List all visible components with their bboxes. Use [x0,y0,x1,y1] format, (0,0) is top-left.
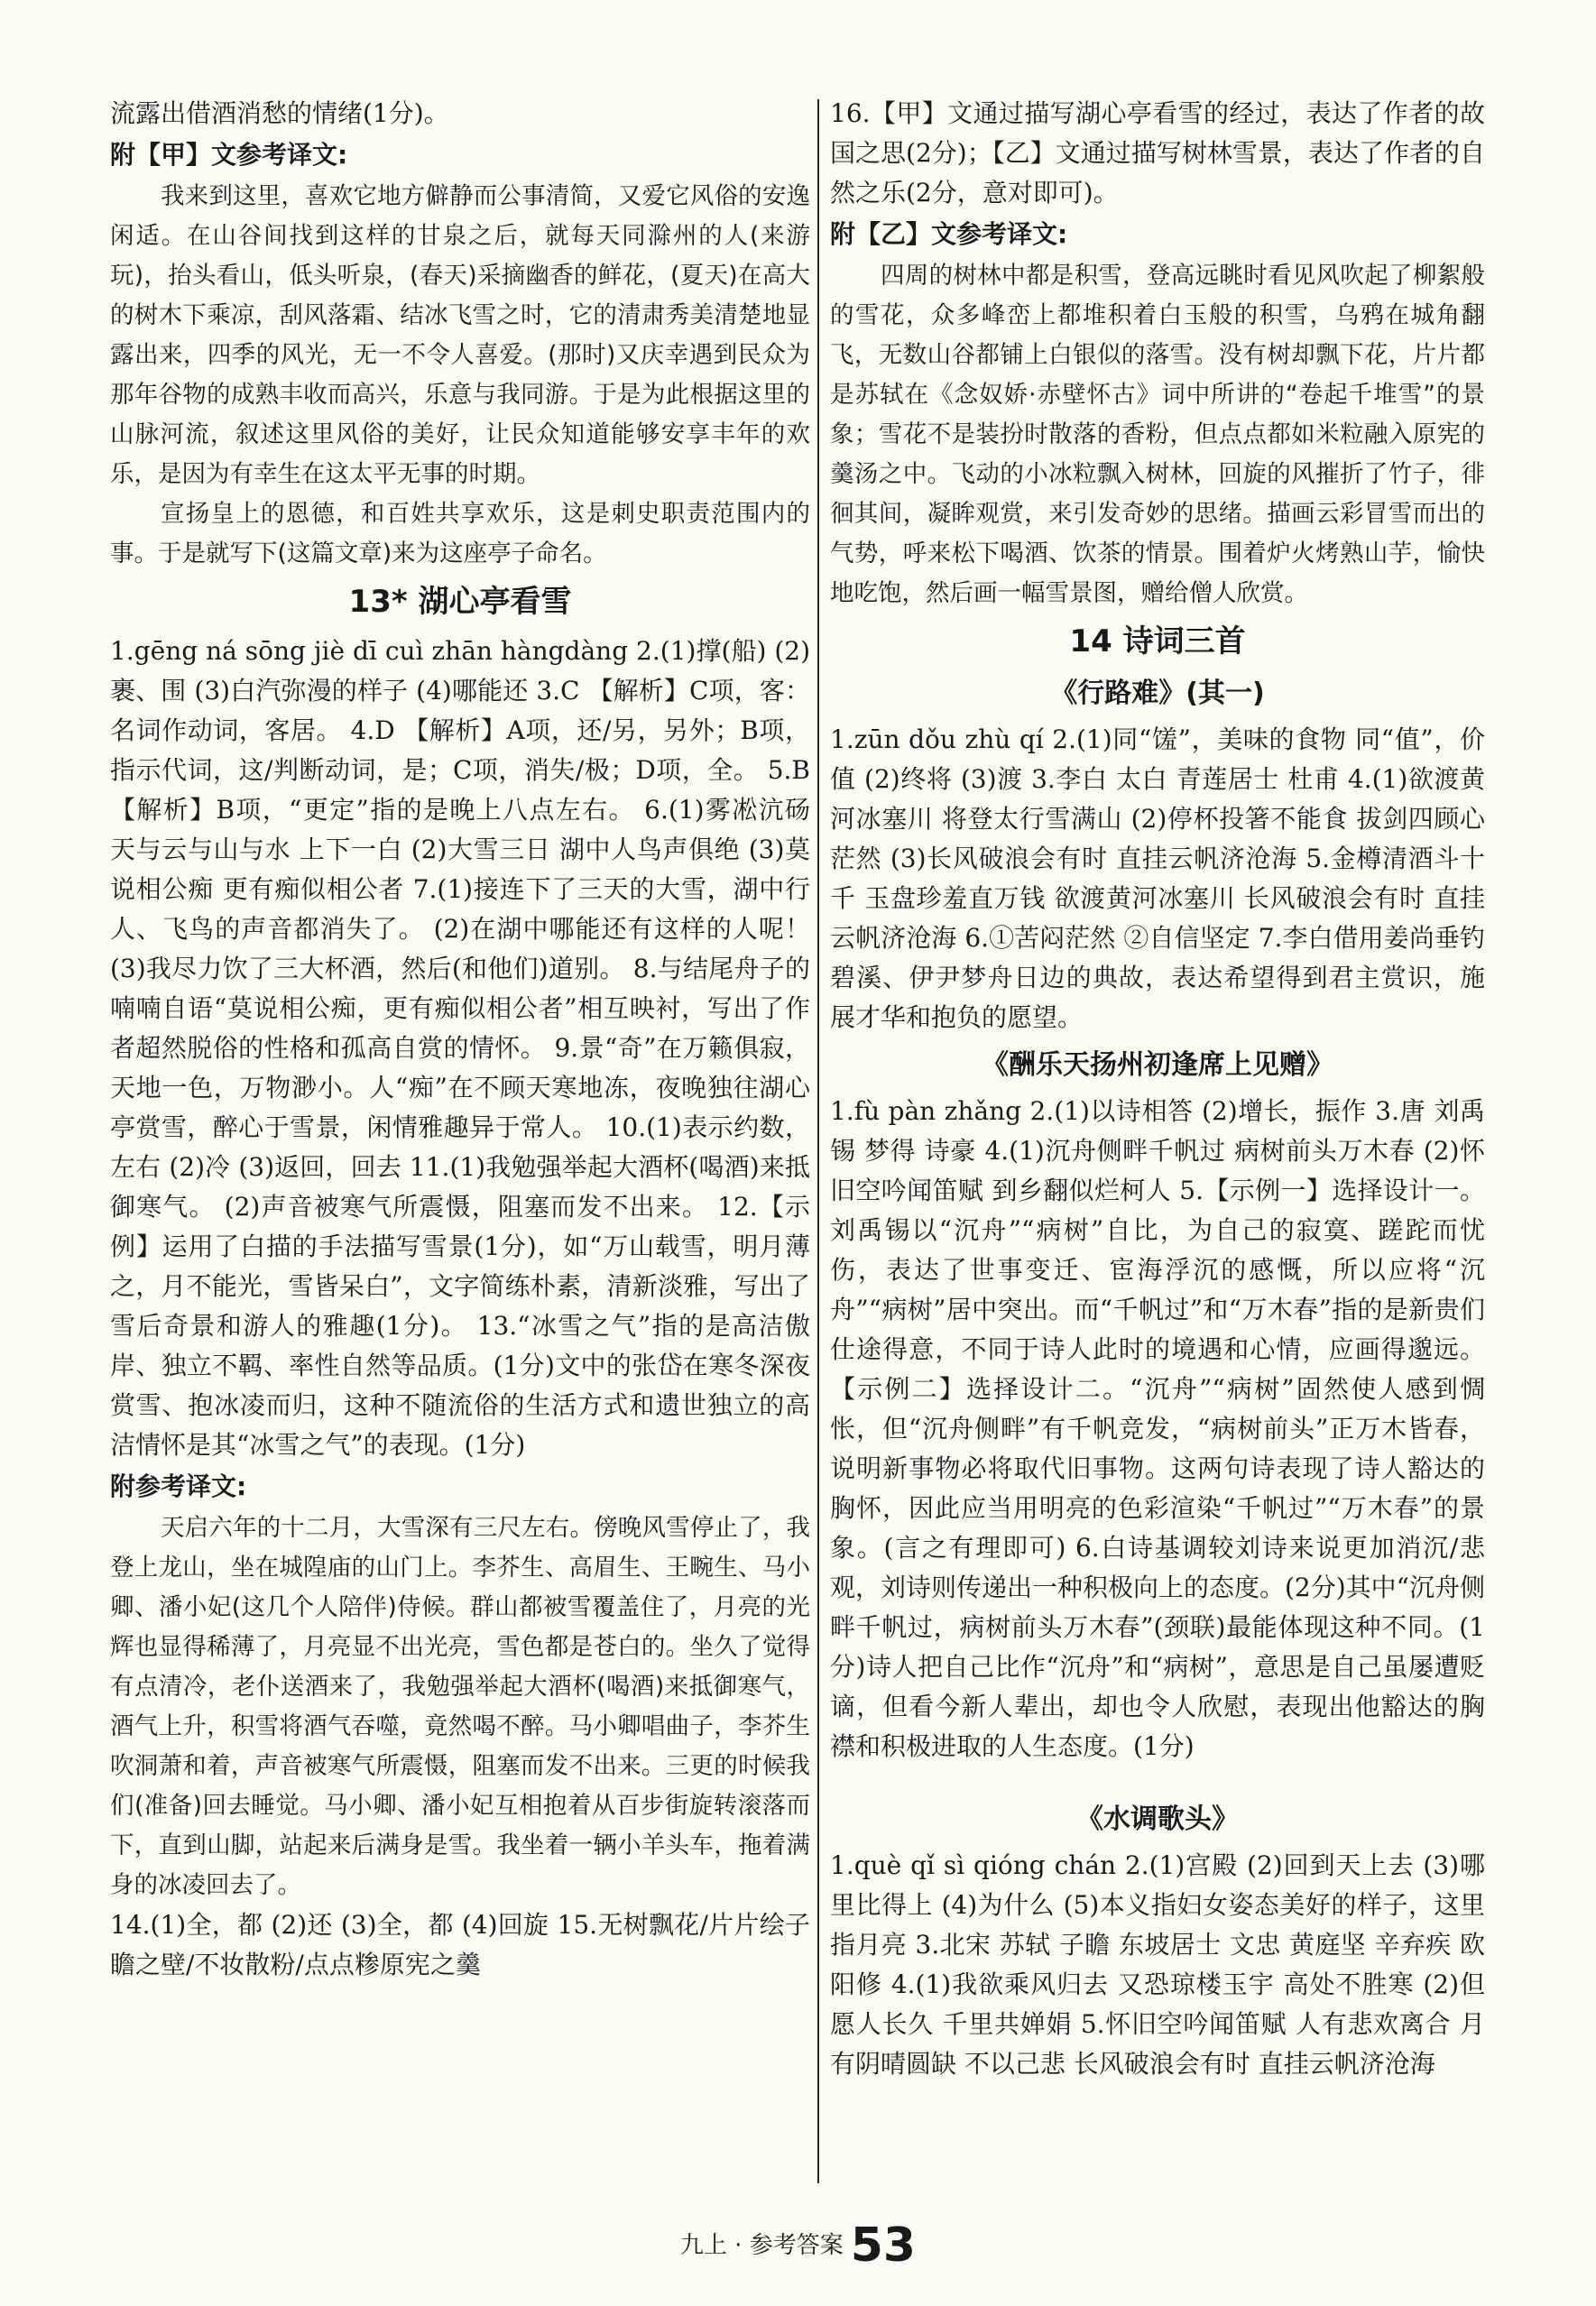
jia-translation-heading: 附【甲】文参考译文: [110,140,348,170]
poem-2-title: 《酬乐天扬州初逢席上见赠》 [982,1049,1333,1081]
questions-14-15: 14.(1)全，都 (2)还 (3)全，都 (4)回旋 15.无树飘花/片片绘子瞻之壁/不妆散粉/点点糁原宪之羹 [110,1910,810,1979]
lesson-13-title: 13* 湖心亭看雪 [348,584,572,620]
poem-1-answers: 1.zūn dǒu zhù qí 2.(1)同“馐”，美味的食物 同“值”，价值 (2)终将 (3)渡 3.李白 太白 青莲居士 杜甫 4.(1)欲渡黄河冰塞川 将登太行雪满山 (2)停杯投箸不能食 拔剑四顾心茫然 (3)长风破浪会有时 直挂云帆济沧海 5.金樽清酒斗十千 玉盘珍羞直万钱 欲渡黄河冰塞川 长风破浪会有时 直挂云帆济沧海 6.①苦闷茫然 ②自信坚定 7.李白借用姜尚垂钓碧溪、伊尹梦舟日边的典故，表达希望得到君主赏识，施展才华和抱负的愿望。 [830,724,1485,1032]
lesson-13-answers: 1.gēng ná sōng jiè dī cuì zhān hàngdàng 2.(1)撑(船) (2)裹、围 (3)白汽弥漫的样子 (4)哪能还 3.C 【解析】C项，客：名词作动词，客居。 4.D 【解析】A项，还/另，另外；B项，指示代词，这/判断动词，是；C项，消失/极；D项，全。 5.B 【解析】B项，“更定”指的是晚上八点左右。 6.(1)雾凇沆砀 天与云与山与水 上下一白 (2)大雪三日 湖中人鸟声俱绝 (3)莫说相公痴 更有痴似相公者 7.(1)接连下了三天的大雪，湖中行人、飞鸟的声音都消失了。 (2)在湖中哪能还有这样的人呢！ (3)我尽力饮了三大杯酒，然后(和他们)道别。 8.与结尾舟子的喃喃自语“莫说相公痴，更有痴似相公者”相互映衬，写出了作者超然脱俗的性格和孤高自赏的情怀。 9.景“奇”在万籁俱寂，天地一色，万物渺小。人“痴”在不顾天寒地冻，夜晚独往湖心亭赏雪，醉心于雪景，闲情雅趣异于常人。 10.(1)表示约数，左右 (2)冷 (3)返回，回去 11.(1)我勉强举起大酒杯(喝酒)来抵御寒气。 (2)声音被寒气所震慑，阻塞而发不出来。 12.【示例】运用了白描的手法描写雪景(1分)，如“万山载雪，明月薄之，月不能光，雪皆呆白”，文字简练朴素，清新淡雅，写出了雪后奇景和游人的雅趣(1分)。 13.“冰雪之气”指的是高洁傲岸、独立不羁、率性自然等品质。(1分)文中的张岱在寒冬深夜赏雪、抱冰凌而归，这种不随流俗的生活方式和遗世独立的高洁情怀是其“冰雪之气”的表现。(1分) [110,636,810,1460]
yi-translation: 四周的树林中都是积雪，登高远眺时看见风吹起了柳絮般的雪花，众多峰峦上都堆积着白玉般的积雪，乌鸦在城角翻飞，无数山谷都铺上白银似的落雪。没有树却飘下花，片片都是苏轼在《念奴娇·赤壁怀古》词中所讲的“卷起千堆雪”的景象；雪花不是装扮时散落的香粉，但点点都如米粒融入原宪的羹汤之中。飞动的小冰粒飘入树林，回旋的风摧折了竹子，徘徊其间，凝眸观赏，来引发奇妙的思绪。描画云彩冒雪而出的气势，呼来松下喝酒、饮茶的情景。围着炉火烤熟山芋，愉快地吃饱，然后画一幅雪景图，赠给僧人欣赏。 [830,262,1485,607]
poem-1-title: 《行路难》(其一) [1050,678,1265,709]
right-column [830,94,1485,2205]
reference-translation-heading: 附参考译文: [110,1471,247,1501]
poem-2-answers: 1.fù pàn zhǎng 2.(1)以诗相答 (2)增长，振作 3.唐 刘禹锡 梦得 诗豪 4.(1)沉舟侧畔千帆过 病树前头万木春 (2)怀旧空吟闻笛赋 到乡翻似烂柯人 5.【示例一】选择设计一。刘禹锡以“沉舟”“病树”自比，为自己的寂寞、蹉跎而忧伤，表达了世事变迁、宦海浮沉的感慨，所以应将“沉舟”“病树”居中突出。而“千帆过”和“万木春”指的是新贵们仕途得意，不同于诗人此时的境遇和心情，应画得邈远。【示例二】选择设计二。“沉舟”“病树”固然使人感到惆怅，但“沉舟侧畔”有千帆竞发，“病树前头”正万木皆春，说明新事物必将取代旧事物。这两句诗表现了诗人豁达的胸怀，因此应当用明亮的色彩渲染“千帆过”“万木春”的景象。(言之有理即可) 6.白诗基调较刘诗来说更加消沉/悲观，刘诗则传递出一种积极向上的态度。(2分)其中“沉舟侧畔千帆过，病树前头万木春”(颈联)最能体现这种不同。(1分)诗人把自己比作“沉舟”和“病树”，意思是自己虽屡遭贬谪，但看今新人辈出，却也令人欣慰，表现出他豁达的胸襟和积极进取的人生态度。(1分) [830,1096,1485,1761]
poem-3-answers: 1.què qǐ sì qióng chán 2.(1)宫殿 (2)回到天上去 (3)哪里比得上 (4)为什么 (5)本义指妇女姿态美好的样子，这里指月亮 3.北宋 苏轼 子瞻 东坡居士 文忠 黄庭坚 辛弃疾 欧阳修 4.(1)我欲乘风归去 又恐琼楼玉宇 高处不胜寒 (2)但愿人长久 千里共婵娟 5.怀旧空吟闻笛赋 人有悲欢离合 月有阴晴圆缺 不以己悲 长风破浪会有时 直挂云帆济沧海 [830,1850,1485,2079]
column-divider [817,99,819,2183]
jia-translation-paragraph-2: 宣扬皇上的恩德，和百姓共享欢乐，这是刺史职责范围内的事。于是就写下(这篇文章)来为这座亭子命名。 [110,500,810,567]
footer-label: 九上 · 参考答案 [679,2232,844,2259]
page-number: 53 [850,2218,917,2273]
reference-translation: 天启六年的十二月，大雪深有三尺左右。傍晚风雪停止了，我登上龙山，坐在城隍庙的山门上。李芥生、高眉生、王畹生、马小卿、潘小妃(这几个人陪伴)侍候。群山都被雪覆盖住了，月亮的光辉也显得稀薄了，月亮显不出光亮，雪色都是苍白的。坐久了觉得有点清冷，老仆送酒来了，我勉强举起大酒杯(喝酒)来抵御寒气，酒气上升，积雪将酒气吞噬，竟然喝不醉。马小卿唱曲子，李芥生吹洞萧和着，声音被寒气所震慑，阻塞而发不出来。三更的时候我们(准备)回去睡觉。马小卿、潘小妃互相抱着从百步街旋转滚落而下，直到山脚，站起来后满身是雪。我坐着一辆小羊头车，拖着满身的冰凌回去了。 [110,1514,810,1899]
lesson-14-title: 14 诗词三首 [1069,623,1246,660]
question-16: 16.【甲】文通过描写湖心亭看雪的经过，表达了作者的故国之思(2分)；【乙】文通过描写树林雪景，表达了作者的自然之乐(2分，意对即可)。 [830,98,1485,208]
jia-translation-paragraph-1: 我来到这里，喜欢它地方僻静而公事清简，又爱它风俗的安逸闲适。在山谷间找到这样的甘泉之后，就每天同滁州的人(来游玩)，抬头看山，低头听泉，(春天)采摘幽香的鲜花，(夏天)在高大的树木下乘凉，刮风落霜、结冰飞雪之时，它的清肃秀美清楚地显露出来，四季的风光，无一不令人喜爱。(那时)又庆幸遇到民众为那年谷物的成熟丰收而高兴，乐意与我同游。于是为此根据这里的山脉河流，叙述这里风俗的美好，让民众知道能够安享丰年的欢乐，是因为有幸生在这太平无事的时期。 [110,182,810,488]
left-column [110,94,810,2205]
page-footer [0,2218,1596,2273]
poem-3-title: 《水调歌头》 [1076,1803,1239,1835]
yi-translation-heading: 附【乙】文参考译文: [830,219,1068,249]
intro-line: 流露出借酒消愁的情绪(1分)。 [110,98,449,128]
